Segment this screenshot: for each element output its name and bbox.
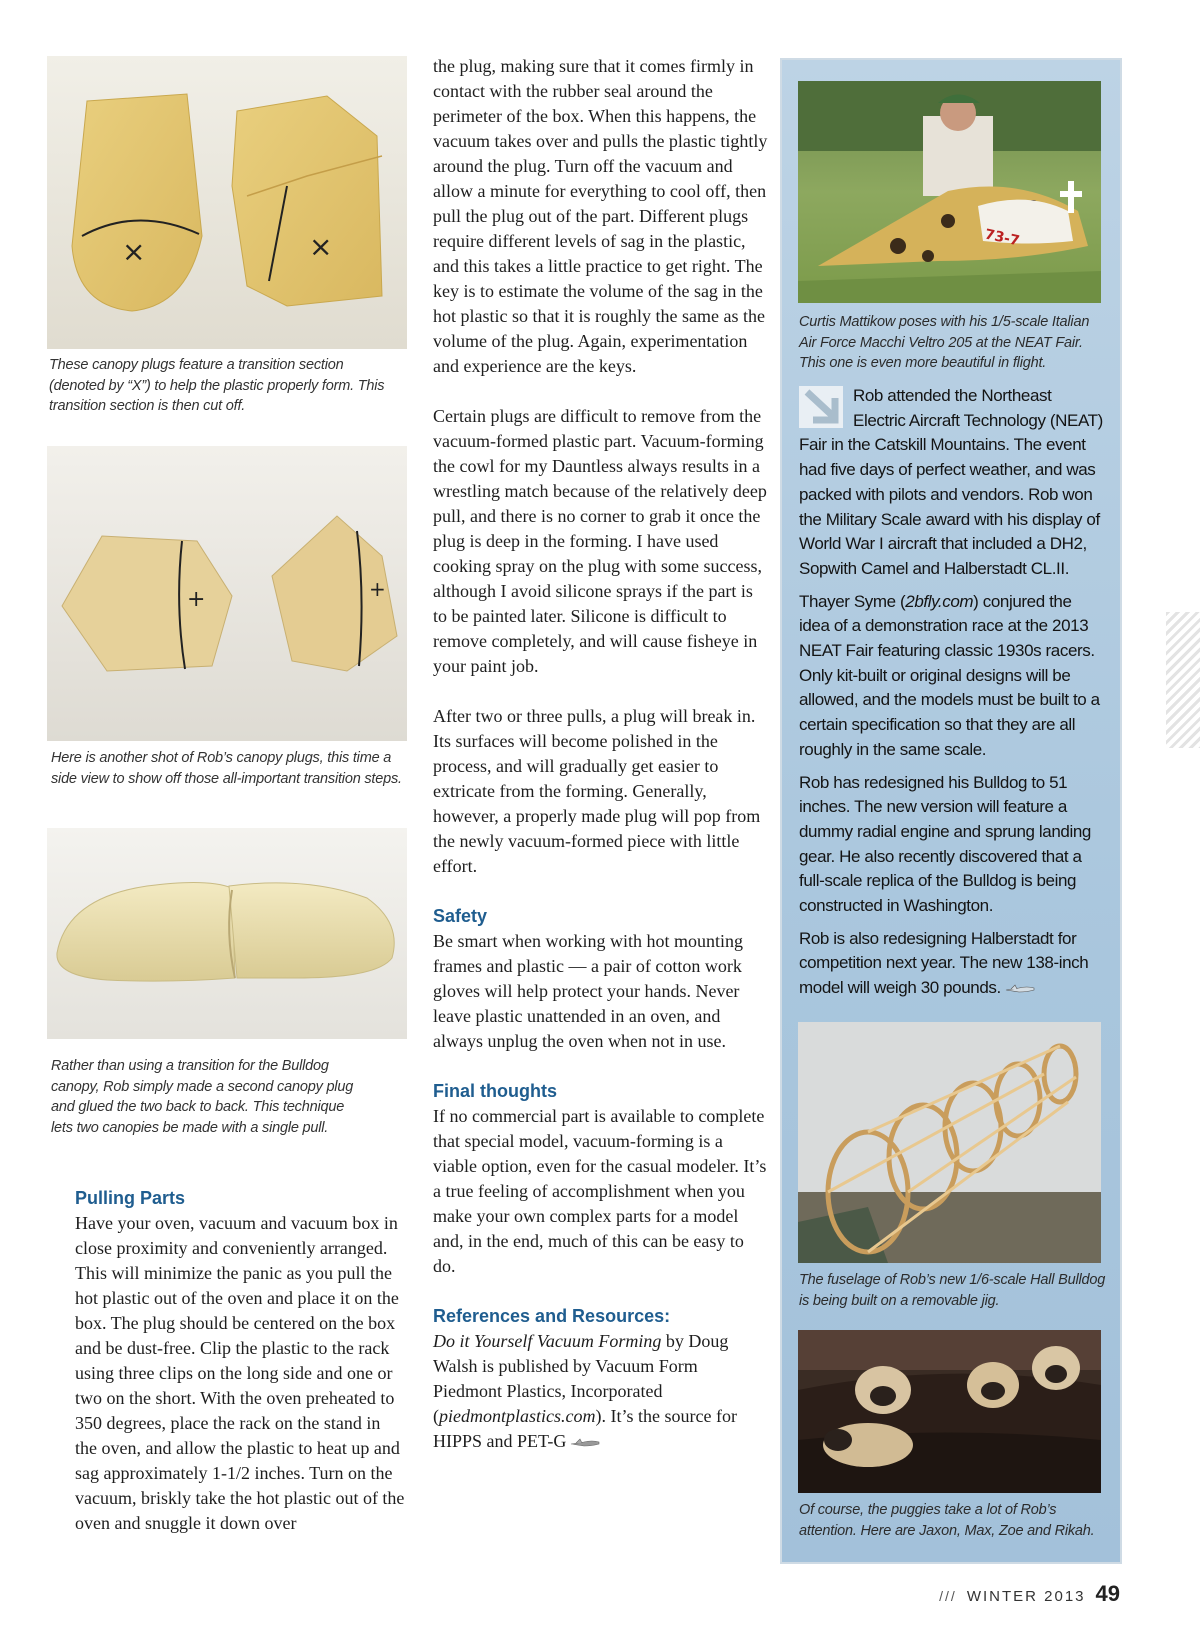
heading-safety: Safety [433,906,488,926]
end-mark-icon [1005,983,1035,995]
references-text [433,1329,768,1454]
footer-issue: WINTER 2013 [966,1588,1086,1605]
main-column-2 [433,54,768,1454]
sidebar-p3: Rob has redesigned his Bulldog to 51 inches. The new version will feature a dummy radial engine and sprung landing gear. He also recently discovered that a full-scale replica of the Bulldog is being constructed in Washington. [799,772,1091,916]
canopy-plugs-photo [47,56,407,349]
references-body-end: ). It’s the source for HIPPS and PET-G [433,1406,737,1451]
caption-canopy-plugs: These canopy plugs feature a transition section (denoted by “X”) to help the plastic properly form. This transition section is then cut off. [49,357,385,414]
paragraph: After two or three pulls, a plug will break in. Its surfaces will become polished in the process, and will gradually get easier to extricate from the forming. Generally, however, a properly made plug will pop from the newly vacuum-formed piece with little effort. [433,706,761,876]
pulling-parts-text: Have your oven, vacuum and vacuum box in close proximity and conveniently arranged. This will minimize the panic as you pull the hot plastic out of the oven and place it on the box. The plug should be centered on the box and be dust-free. Clip the plastic to the rack using three clips on the long side and one or two on the short. With the oven preheated to 350 degrees, place the rack on the stand in the oven, and allow the plastic to heat up and sag approximately 1-1/2 inches. Turn on the vacuum, briskly take the hot plastic out of the oven and snuggle it down over [75,1213,405,1533]
heading-final-thoughts: Final thoughts [433,1081,557,1101]
sidebar-article [799,384,1103,1009]
heading-references: References and Resources: [433,1306,671,1326]
sidebar-p4: Rob is also redesigning Halberstadt for competition next year. The new 138-inch model will weigh 30 pounds. [799,928,1089,998]
page-number: 49 [1095,1581,1120,1606]
bulldog-canopy-photo [47,828,407,1039]
caption-bulldog-canopy: Rather than using a transition for the Bulldog canopy, Rob simply made a second canopy plug and glued the two back to back. This technique lets two canopies be made with a single pull. [51,1058,354,1136]
sidebar-p2-start: Thayer Syme ( [799,591,906,611]
caption-side-view: Here is another shot of Rob’s canopy plugs, this time a side view to show off those all-important transition steps. [51,750,402,787]
caption-fuselage: The fuselage of Rob’s new 1/6-scale Hall Bulldog is being built on a removable jig. [799,1272,1106,1309]
end-mark-icon [570,1437,600,1449]
svg-text:+: + [187,587,206,612]
references-url[interactable]: piedmontplastics.com [439,1406,596,1426]
caption-macchi-veltro: Curtis Mattikow poses with his 1/5-scale Italian Air Force Macchi Veltro 205 at the NEAT Fair. This one is even more beautiful in flight. [799,314,1090,371]
plane-marking: 73-7 [983,226,1021,250]
sidebar-p2-end: ) conjured the idea of a demonstration race at the 2013 NEAT Fair featuring classic 1930s racers. Only kit-built or original designs will be allowed, and the models must be built to a certain specification so that they are all roughly in the same scale. [799,591,1100,759]
sidebar-p1: Rob attended the Northeast Electric Aircraft Technology (NEAT) Fair in the Catskill Mountains. The event had five days of perfect weather, and was packed with pilots and vendors. Rob won the Military Scale award with his display of World War I aircraft that included a DH2, Sopwith Camel and Halberstadt CL.II. [799,386,1103,578]
pugs-photo [798,1330,1101,1493]
section-pulling-parts [75,1186,405,1536]
sidebar-paragraph [799,384,1103,582]
footer-slashes: /// [939,1588,957,1604]
references-body: by Doug Walsh is published by Vacuum Form Piedmont Plastics, Incorporated ( [433,1331,729,1426]
paragraph: Certain plugs are difficult to remove from the vacuum-formed plastic part. Vacuum-forming the cowl for my Dauntless always results in a wrestling match because of the relatively deep pull, and there is no corner to grab it once the plug is deep in the forming. I have used cooking spray on the plug with some success, although I avoid silicone sprays if the part is to be painted later. Silicone is difficult to remove completely, and will cause fisheye in your paint job. [433,406,767,676]
sidebar-paragraph [799,927,1103,1001]
svg-text:×: × [309,230,333,263]
heading-pulling-parts: Pulling Parts [75,1188,186,1208]
svg-text:×: × [122,235,146,268]
sidebar-paragraph [799,590,1103,763]
caption-pugs: Of course, the puggies take a lot of Rob’s attention. Here are Jaxon, Max, Zoe and Rikah. [799,1502,1095,1539]
final-thoughts-text: If no commercial part is available to complete that special model, vacuum-forming is a viable option, even for the casual modeler. It’s a true feeling of accomplishment when you make your own complex parts for a model and, in the end, much of this can be easy to do. [433,1106,767,1276]
fuselage-jig-photo [798,1022,1101,1263]
safety-text: Be smart when working with hot mounting frames and plastic — a pair of cotton work gloves will help protect your hands. Never leave plastic unattended in an oven, and always unplug the oven when not in use. [433,931,743,1051]
page-edge-tab [1166,612,1200,748]
canopy-plugs-side-photo [47,446,407,741]
svg-text:+: + [369,577,386,601]
page-footer [939,1581,1120,1607]
arrow-icon [799,386,843,428]
paragraph: the plug, making sure that it comes firmly in contact with the rubber seal around the perimeter of the box. When this happens, the vacuum takes over and pulls the plastic tightly around the plug. Turn off the vacuum and allow a minute for everything to cool off, then pull the plug out of the part. Different plugs require different levels of sag in the plastic, and this takes a little practice to get right. The key is to estimate the volume of the sag in the hot plastic so that it is roughly the same as the volume of the plug. Again, experimentation and experience are the keys. [433,56,768,376]
book-title: Do it Yourself Vacuum Forming [433,1331,662,1351]
macchi-veltro-photo [798,81,1101,303]
sidebar-site-link[interactable]: 2bfly.com [905,591,974,611]
